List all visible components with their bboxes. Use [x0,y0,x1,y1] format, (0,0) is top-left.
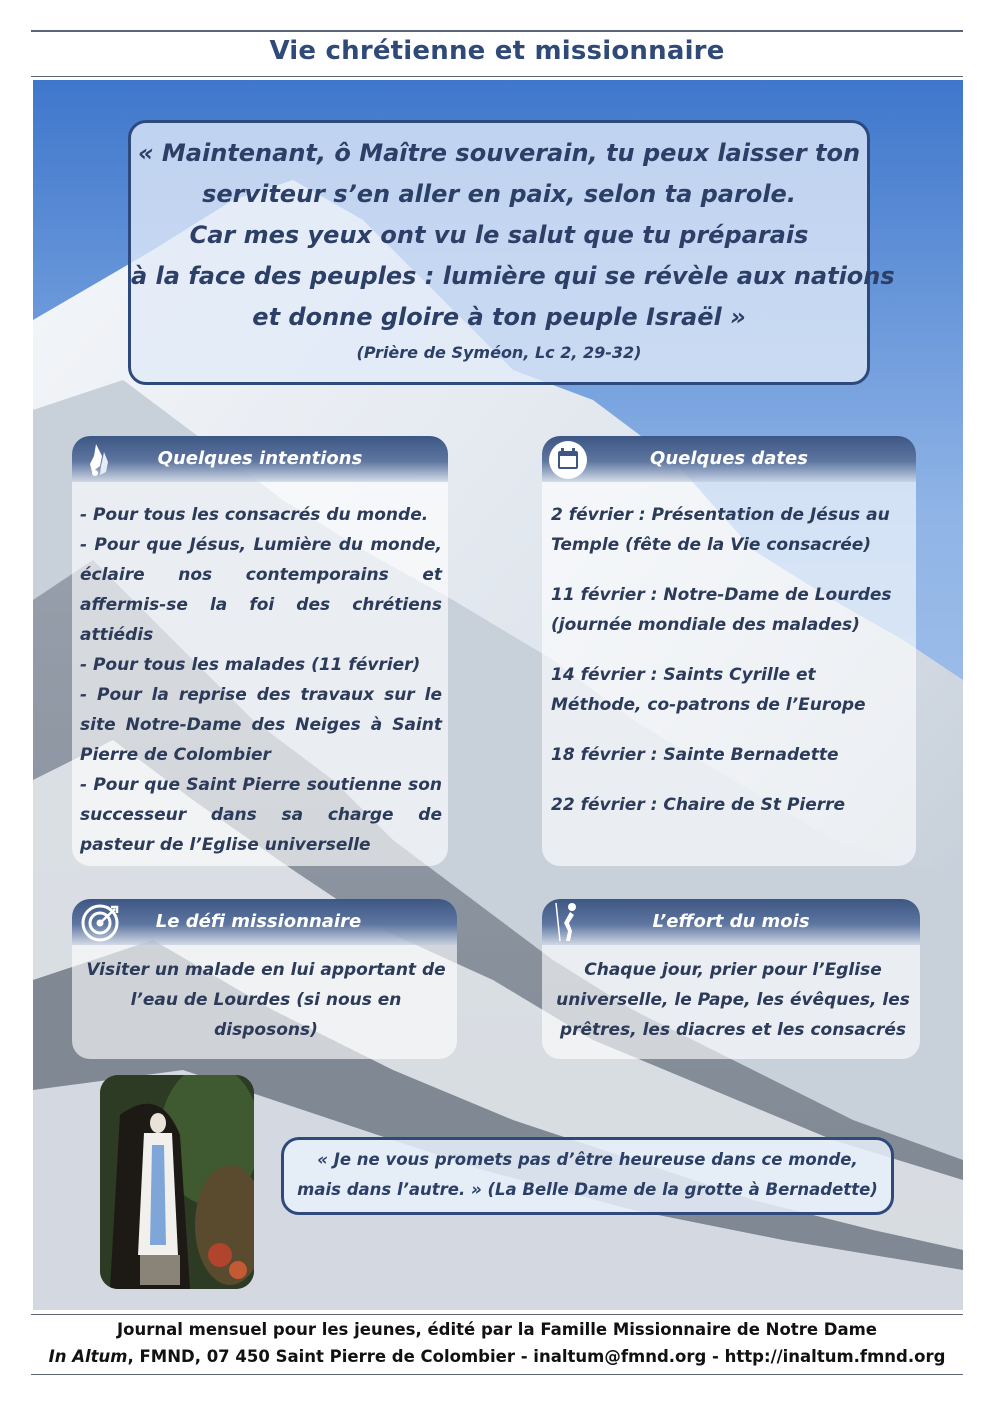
intention-item: - Pour la reprise des travaux sur le site Notre-Dame des Neiges à Saint Pierre de Colombier [80,685,442,765]
defi-header [72,899,457,945]
page-title: Vie chrétienne et missionnaire [269,36,725,66]
footer-top-rule [31,1314,963,1315]
quote-line: à la face des peuples : lumière qui se révèle aux nations [131,262,895,290]
praying-hands-icon [86,442,116,496]
dates-title: Quelques dates [650,448,808,469]
footer-line-2 [0,1347,994,1366]
intention-item: - Pour que Saint Pierre soutienne son successeur dans sa charge de pasteur de l’Eglise universelle [80,775,442,855]
intention-item: - Pour tous les consacrés du monde. [80,505,429,525]
effort-header [542,899,920,945]
quote-line: serviteur s’en aller en paix, selon ta parole. [202,180,796,208]
climber-icon [552,901,582,961]
intentions-title: Quelques intentions [157,448,363,469]
date-item: 2 février : Présentation de Jésus au Temple (fête de la Vie consacrée) [551,505,890,555]
footer-contact: , FMND, 07 450 Saint Pierre de Colombier - inaltum@fmnd.org - http://inaltum.fmnd.org [127,1347,946,1366]
bernadette-quote-line: « Je ne vous promets pas d’être heureuse dans ce monde, [317,1150,858,1169]
footer-journal-name: In Altum [48,1347,128,1366]
top-rule [31,30,963,32]
intentions-header [72,436,448,482]
defi-text: Visiter un malade en lui apportant de l’eau de Lourdes (si nous en disposons) [86,960,446,1040]
date-item: 22 février : Chaire de St Pierre [551,795,846,815]
target-icon [80,903,120,961]
quote-reference: (Prière de Syméon, Lc 2, 29-32) [356,343,642,362]
intention-item: - Pour tous les malades (11 février) [80,655,421,675]
lourdes-grotto-image [100,1075,254,1289]
effort-text: Chaque jour, prier pour l’Eglise universelle, le Pape, les évêques, les prêtres, les diacres et les consacrés [556,960,910,1040]
dates-header [542,436,916,482]
quote-line: et donne gloire à ton peuple Israël » [252,303,746,331]
bernadette-quote-box [281,1137,894,1215]
bernadette-quote-line: mais dans l’autre. » (La Belle Dame de la grotte à Bernadette) [297,1180,878,1199]
intention-item: - Pour que Jésus, Lumière du monde, éclaire nos contemporains et affermis-se la foi des chrétiens attiédis [80,535,442,645]
date-item: 14 février : Saints Cyrille et Méthode, co-patrons de l’Europe [551,665,866,715]
title-underline [31,76,963,77]
effort-title: L’effort du mois [652,911,810,932]
calendar-icon [548,440,588,498]
defi-title: Le défi missionnaire [155,911,362,932]
quote-line: Car mes yeux ont vu le salut que tu préparais [189,221,809,249]
quote-line: « Maintenant, ô Maître souverain, tu peux laisser ton [137,139,861,167]
date-item: 18 février : Sainte Bernadette [551,745,839,765]
footer-bottom-rule [31,1374,963,1375]
dates-list [551,500,907,840]
symeon-quote-box [128,120,895,385]
intentions-list [80,500,442,860]
footer-line-1: Journal mensuel pour les jeunes, édité par la Famille Missionnaire de Notre Dame [117,1320,877,1339]
date-item: 11 février : Notre-Dame de Lourdes (journée mondiale des malades) [551,585,892,635]
